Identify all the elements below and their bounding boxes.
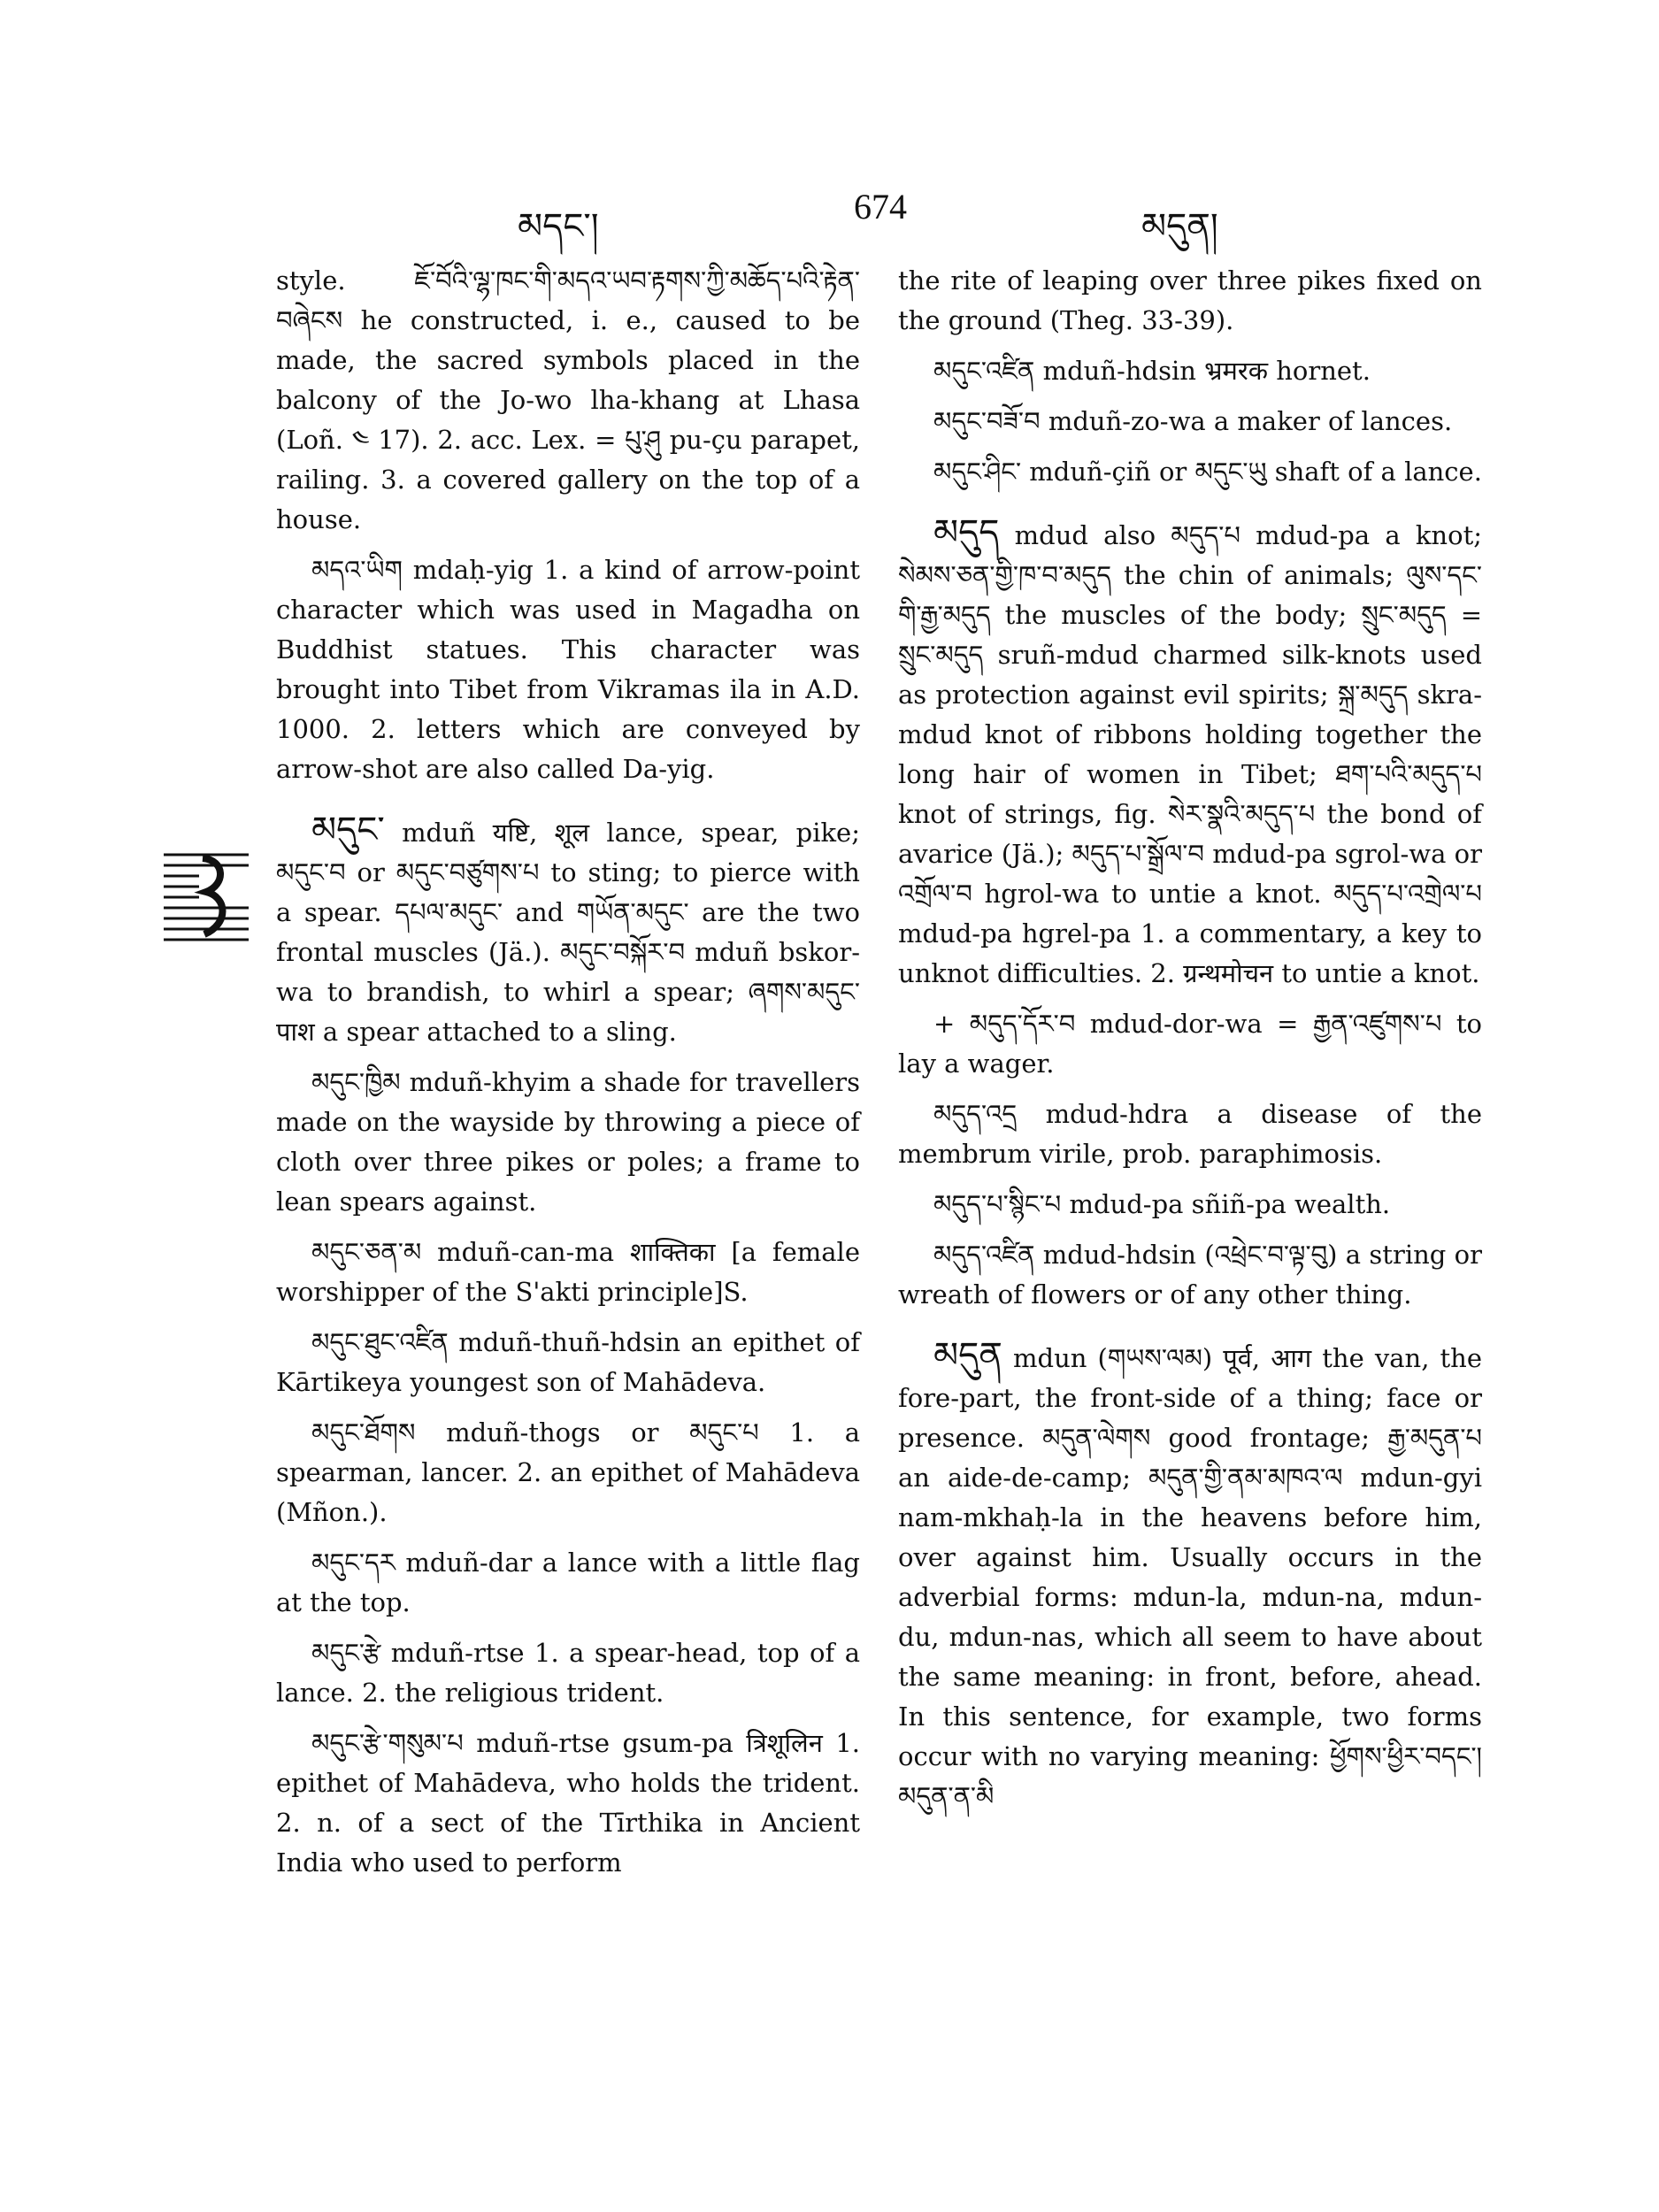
right-column — [898, 261, 1482, 1827]
sub-entry: མདུང་ཅན་མ mduñ-can-ma शाक्तिका [a female worshipper of the S'akti principle]S. — [276, 1237, 860, 1307]
main-entry — [276, 810, 860, 1052]
sub-entry: + མདུད་དོར་བ mdud-dor-wa = རྒྱན་འཛུགས་པ to lay a wager. — [898, 1009, 1482, 1079]
sub-entry: མདུང་ཐུང་འཛིན mduñ-thuñ-hdsin an epithet of Kārtikeya youngest son of Mahādeva. — [276, 1327, 860, 1397]
sub-entry: མདུང་ཤིང་ mduñ-çiñ or མདུང་ཡུ shaft of a lance. — [933, 457, 1482, 487]
entry-text: mduñ यष्टि, शूल lance, spear, pike; མདུང་བ or མདུང་བཙུགས་པ to sting; to pierce with a spear. དཔལ་མདུང་ and གཡོན་མདུང་ are the two frontal muscles (Jä.). མདུང་བསྐོར་བ mduñ bskor-wa to brandish, to whirl a spear; ཞགས་མདུང་ पाश a spear attached to a sling. — [276, 818, 860, 1047]
left-column — [276, 261, 860, 1893]
sub-entry: མདུད་འཛིན mdud-hdsin (འཕྲེང་བ་ལྟ་བུ) a string or wreath of flowers or of any other thing. — [898, 1240, 1482, 1310]
sub-entry: མདའ་ཡིག mdaḥ-yig 1. a kind of arrow-point character which was used in Magadha on Buddhist statues. This character was brought into Tibet from Vikramas ila in A.D. 1000. 2. letters which are conveyed by arrow-shot are also called Da-yig. — [276, 555, 860, 784]
sub-entry: མདུད་འདྲ mdud-hdra a disease of the membrum virile, prob. paraphimosis. — [898, 1099, 1482, 1169]
entry-text: mdun (གཡས་ལམ) पूर्व, आग the van, the fore-part, the front-side of a thing; face or presence. མདུན་ལེགས good frontage; རྒྱ་མདུན་པ an aide-de-camp; མདུན་གྱི་ནམ་མཁའ་ལ mdun-gyi nam-mkhaḥ-la in the heavens before him, over against him. Usually occurs in the adverbial forms: mdun-la, mdun-na, mdun-du, mdun-nas, which all seem to have about the same meaning: in front, before, ahead. In this sentence, for example, two forms occur with no varying meaning: ཕྱོགས་ཕྱིར་བདང་། མདུན་ན་མི — [898, 1343, 1482, 1811]
main-entry — [898, 1336, 1482, 1816]
sub-entry: མདུང་རྩེ་གསུམ་པ mduñ-rtse gsum-pa त्रिशूलिन 1. epithet of Mahādeva, who holds the trident. 2. n. of a sect of the Tīrthika in Ancient India who used to perform — [276, 1728, 860, 1878]
entry-text: mdud also མདུད་པ mdud-pa a knot; སེམས་ཅན་གྱི་ཁ་བ་མདུད the chin of animals; ལུས་དང་གི་རྒྱ་མདུད the muscles of the body; སྲུང་མདུད = སྲུང་མདུད sruñ-mdud charmed silk-knots used as protection against evil spirits; སྐྲ་མདུད skra-mdud knot of ribbons holding together the long hair of women in Tibet; ཐག་པའི་མདུད་པ knot of strings, fig. སེར་སྣའི་མདུད་པ the bond of avarice (Jä.); མདུད་པ་སྒྲོལ་བ mdud-pa sgrol-wa or འགྲོལ་བ hgrol-wa to untie a knot. མདུད་པ་འགྲེལ་པ mdud-pa hgrel-pa 1. a commentary, a key to unknot difficulties. 2. ग्रन्थमोचन to untie a knot. — [898, 520, 1482, 988]
sub-entry: མདུང་འཛིན mduñ-hdsin भ्रमरक hornet. — [933, 356, 1371, 386]
sub-entry: མདུང་ཁྱིམ mduñ-khyim a shade for travellers made on the wayside by throwing a piece of cloth over three pikes or poles; a frame to lean spears against. — [276, 1067, 860, 1217]
page-number: 674 — [854, 187, 907, 227]
section-marker-icon — [164, 849, 249, 945]
entry-continuation: style. ཇོ་བོའི་ལྷ་ཁང་གི་མདའ་ཡབ་རྟགས་ཀྱི་མཆོད་པའི་རྟེན་བཞེངས he constructed, i. e., caused to be made, the sacred symbols placed in the balcony of the Jo-wo lha-khang at Lhasa (Loñ. ༤ 17). 2. acc. Lex. = པུ་ཤུ pu-çu parapet, railing. 3. a covered gallery on the top of a house. — [276, 265, 860, 534]
sub-entry: མདུང་དར mduñ-dar a lance with a little flag at the top. — [276, 1548, 860, 1617]
main-entry — [898, 513, 1482, 994]
sub-entry: མདུང་རྩེ mduñ-rtse 1. a spear-head, top of a lance. 2. the religious trident. — [276, 1638, 860, 1708]
headword: མདུན — [933, 1335, 1002, 1376]
running-head-right: མདུན། — [1141, 206, 1218, 247]
sub-entry: མདུང་བཟོ་བ mduñ-zo-wa a maker of lances. — [933, 406, 1453, 436]
running-head-left: མདང་། — [518, 206, 599, 247]
entry-continuation: the rite of leaping over three pikes fixed on the ground (Theg. 33-39). — [898, 265, 1482, 335]
headword: མདུད — [933, 512, 1000, 553]
sub-entry: མདུང་ཐོགས mduñ-thogs or མདུང་པ 1. a spearman, lancer. 2. an epithet of Mahādeva (Mñon.). — [276, 1417, 860, 1527]
sub-entry: མདུད་པ་སྙིང་པ mdud-pa sñiñ-pa wealth. — [933, 1189, 1391, 1219]
headword: མདུང་ — [311, 810, 385, 850]
